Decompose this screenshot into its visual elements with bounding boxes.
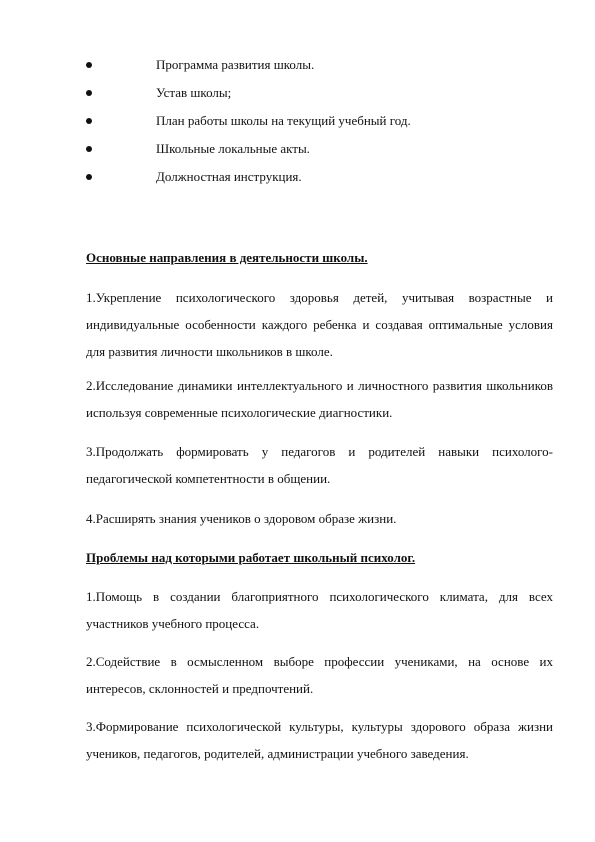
paragraph: 2.Содействие в осмысленном выборе профессии учениками, на основе их интересов, склонностей и предпочтений. <box>86 654 553 696</box>
list-item <box>86 169 526 197</box>
list-item-text: Программа развития школы. <box>156 57 315 72</box>
list-item-text: План работы школы на текущий учебный год. <box>156 113 411 128</box>
bullet-icon <box>86 62 92 68</box>
section-heading-directions: Основные направления в деятельности школы. <box>86 250 368 265</box>
document-list <box>86 57 526 197</box>
section-heading-problems: Проблемы над которыми работает школьный психолог. <box>86 550 416 565</box>
bullet-icon <box>86 146 92 152</box>
list-item <box>86 113 526 141</box>
paragraph: 1.Помощь в создании благоприятного психологического климата, для всех участников учебного процесса. <box>86 589 553 631</box>
bullet-icon <box>86 174 92 180</box>
list-item-text: Школьные локальные акты. <box>156 141 310 156</box>
bullet-icon <box>86 90 92 96</box>
list-item-text: Должностная инструкция. <box>156 169 302 184</box>
list-item <box>86 141 526 169</box>
list-item <box>86 85 526 113</box>
paragraph: 2.Исследование динамики интеллектуального и личностного развития школьников используя современные психологические диагностики. <box>86 378 553 420</box>
list-item-text: Устав школы; <box>156 85 232 100</box>
list-item <box>86 57 526 85</box>
paragraph: 3.Формирование психологической культуры, культуры здорового образа жизни учеников, педагогов, родителей, администрации учебного заведения. <box>86 719 553 761</box>
bullet-icon <box>86 118 92 124</box>
paragraph: 3.Продолжать формировать у педагогов и родителей навыки психолого-педагогической компетентности в общении. <box>86 444 553 486</box>
paragraph: 4.Расширять знания учеников о здоровом образе жизни. <box>86 511 397 526</box>
paragraph: 1.Укрепление психологического здоровья детей, учитывая возрастные и индивидуальные особенности каждого ребенка и создавая оптимальные условия для развития личности школьников в школе. <box>86 290 553 359</box>
